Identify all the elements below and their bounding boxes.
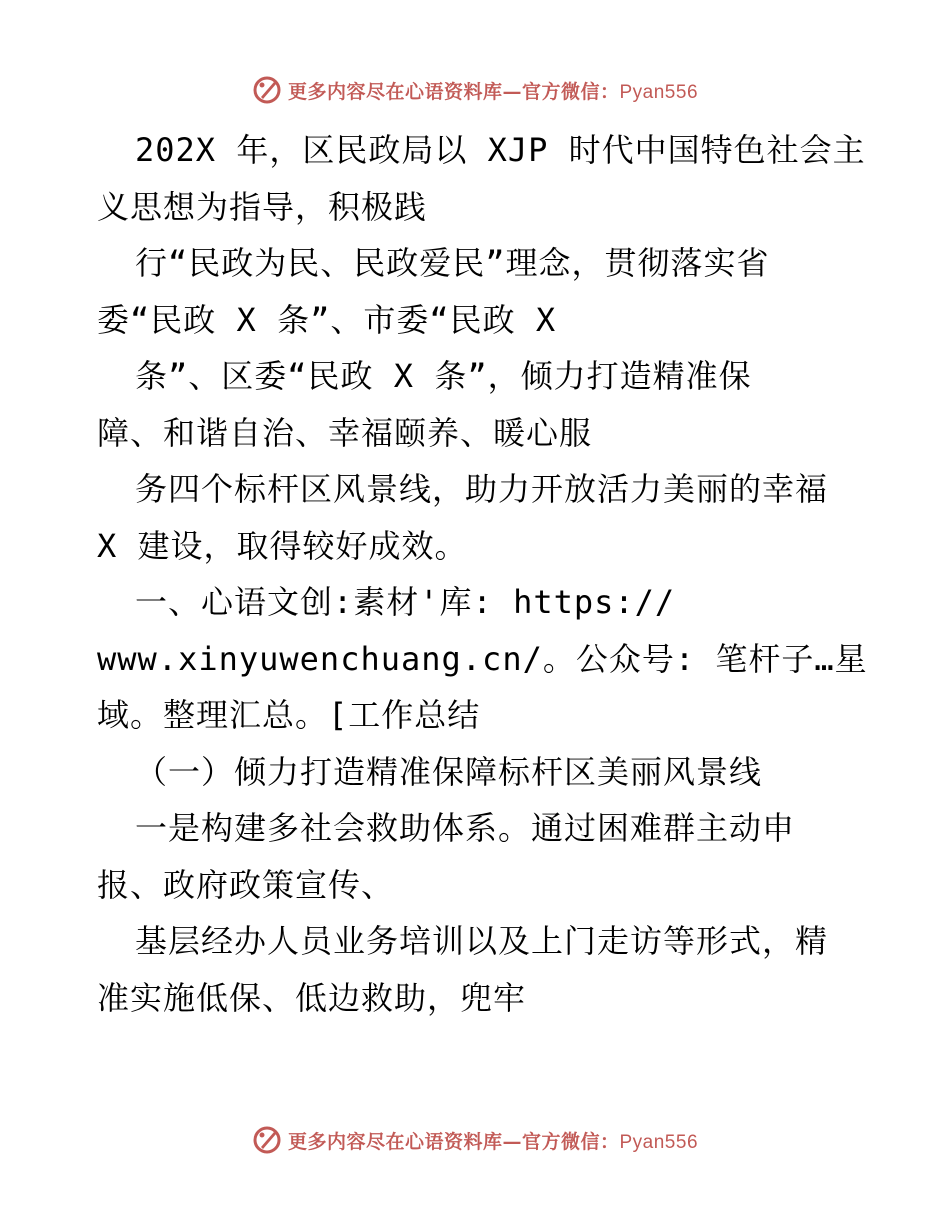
text-line: 障、和谐自治、幸福颐养、暖心服 xyxy=(97,413,593,452)
watermark-handle: Pyan556 xyxy=(619,81,699,103)
watermark-footer xyxy=(0,1120,950,1160)
text-line: 域。整理汇总。[工作总结 xyxy=(97,696,481,734)
text-line: 准实施低保、低边救助，兜牢 xyxy=(97,978,527,1017)
text-line: 一、心语文创:素材'库: https:// xyxy=(135,583,676,621)
watermark-header xyxy=(0,70,950,110)
text-line: 报、政府政策宣传、 xyxy=(97,865,395,904)
watermark-text: 更多内容尽在心语资料库—官方微信：Pyan556 xyxy=(287,80,699,103)
quill-pen-logo-icon xyxy=(252,1125,282,1155)
text-line: 条”、区委“民政 X 条”，倾力打造精准保 xyxy=(135,357,752,395)
text-line: 委“民政 X 条”、市委“民政 X xyxy=(97,300,557,339)
text-line: 务四个标杆区风景线，助力开放活力美丽的幸福 xyxy=(135,470,829,508)
quill-pen-logo-icon xyxy=(252,75,282,105)
text-line: 行“民政为民、民政爱民”理念，贯彻落实省 xyxy=(135,244,770,282)
document-body xyxy=(97,122,867,1026)
watermark-handle: Pyan556 xyxy=(619,1131,699,1153)
text-line: 一是构建多社会救助体系。通过困难群主动申 xyxy=(135,809,796,847)
text-line: （一）倾力打造精准保障标杆区美丽风景线 xyxy=(135,752,763,791)
watermark-text: 更多内容尽在心语资料库—官方微信：Pyan556 xyxy=(287,1130,699,1153)
text-line: www.xinyuwenchuang.cn/。公众号: 笔杆子…星 xyxy=(97,639,868,678)
text-line: X 建设，取得较好成效。 xyxy=(97,526,468,565)
text-line: 202X 年，区民政局以 XJP 时代中国特色社会主 xyxy=(135,131,866,169)
text-line: 义思想为指导，积极践 xyxy=(97,187,428,226)
text-line: 基层经办人员业务培训以及上门走访等形式，精 xyxy=(135,922,829,960)
